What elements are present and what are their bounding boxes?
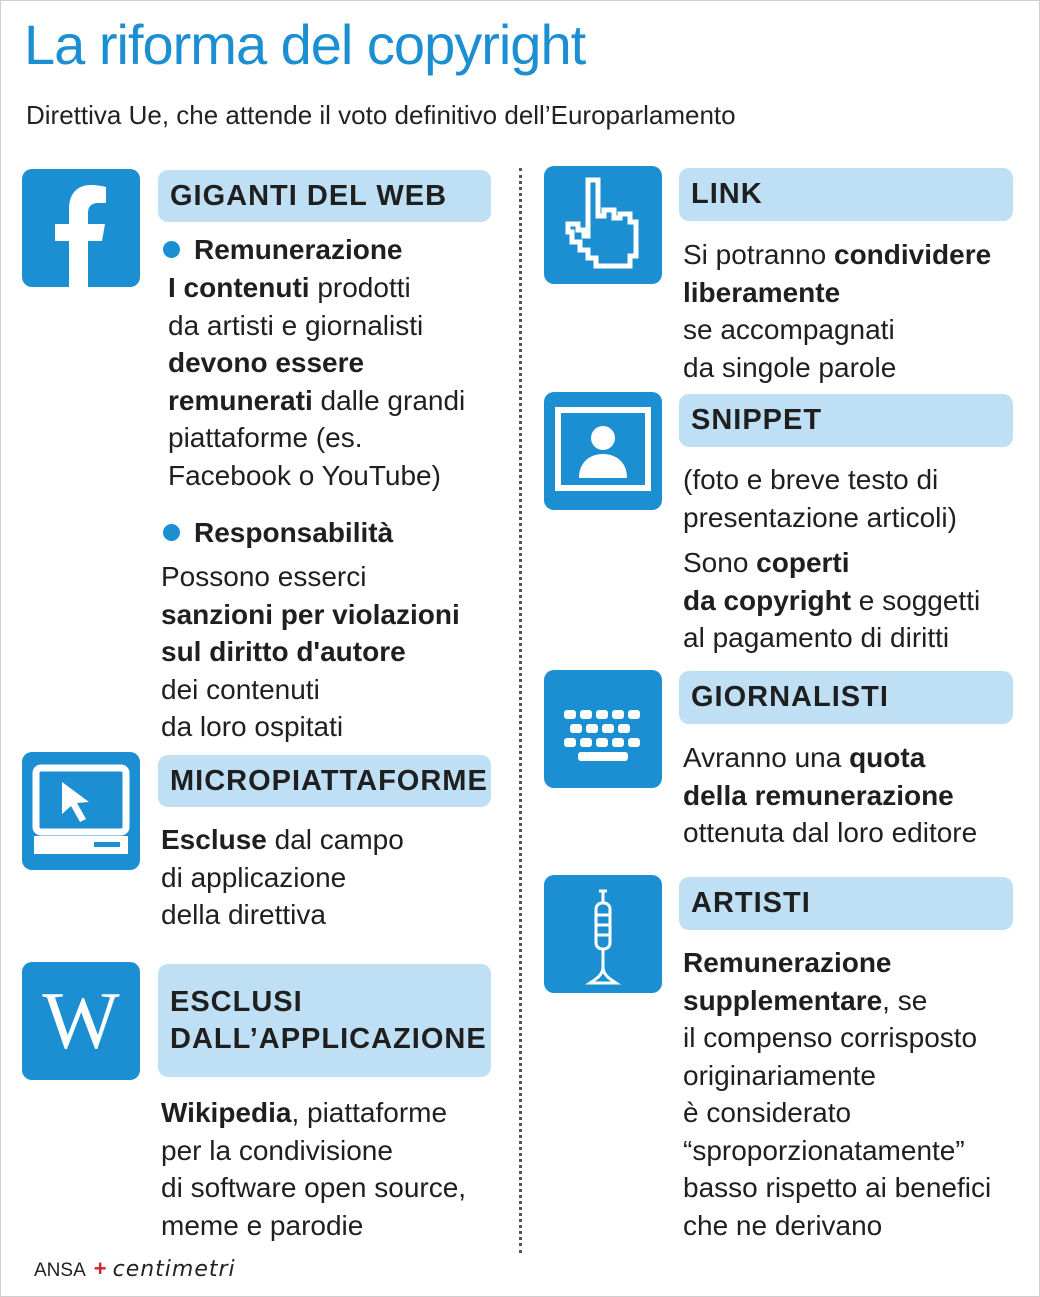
text: è considerato	[683, 1097, 852, 1128]
text-bold: remunerati	[168, 384, 313, 416]
section-heading-giornalisti: GIORNALISTI	[679, 671, 1013, 724]
text: Possono esserci	[161, 561, 367, 592]
brand-name: centimetri	[112, 1257, 236, 1282]
bullet-remunerazione	[163, 231, 403, 268]
text: da singole parole	[683, 351, 897, 383]
text: originariamente	[683, 1059, 876, 1091]
text: “sproporzionatamente”	[683, 1134, 965, 1166]
text: il compenso corrisposto	[683, 1022, 978, 1053]
text: ottenuta dal loro editore	[683, 817, 978, 848]
text-bold: Remunerazione	[683, 947, 892, 978]
esclusi-text	[161, 1094, 466, 1244]
text: , se	[882, 984, 928, 1016]
brand-star-icon: +	[93, 1256, 107, 1281]
text-bold: liberamente	[683, 276, 841, 308]
agency-name: ANSA	[34, 1260, 86, 1281]
pointing-hand-icon	[544, 166, 662, 284]
section-heading-artisti: ARTISTI	[679, 877, 1013, 930]
text: (foto e breve testo di	[683, 464, 939, 495]
bullet-dot	[163, 524, 180, 541]
keyboard-icon	[544, 670, 662, 788]
artisti-text	[683, 944, 991, 1244]
wikipedia-letter: W	[42, 975, 120, 1066]
giganti-responsabilita-text	[161, 558, 460, 746]
text: basso rispetto ai benefici	[683, 1172, 992, 1203]
bullet-responsabilita	[163, 514, 393, 551]
bullet-title: Remunerazione	[194, 234, 403, 265]
text: Sono	[683, 547, 757, 578]
text: della direttiva	[161, 899, 326, 930]
text: piattaforme (es.	[168, 422, 363, 453]
page-subtitle: Direttiva Ue, che attende il voto definitivo dell’Europarlamento	[26, 100, 736, 130]
giganti-remunerazione-text	[168, 269, 465, 494]
text: di applicazione	[161, 861, 347, 893]
text: e soggetti	[851, 584, 981, 616]
text: per la condivisione	[161, 1134, 393, 1166]
text-bold: della remunerazione	[683, 779, 954, 811]
text: prodotti	[309, 272, 411, 303]
text: dal campo	[266, 824, 404, 855]
heading-line: DALL’APPLICAZIONE	[170, 1022, 487, 1055]
text-bold: sanzioni per violazioni	[161, 598, 460, 630]
text-bold: da copyright	[683, 584, 852, 616]
text-bold: Escluse	[161, 824, 267, 855]
text-bold: quota	[849, 742, 926, 773]
section-heading-esclusi	[158, 964, 491, 1077]
text: se accompagnati	[683, 314, 895, 345]
text-bold: sul diritto d'autore	[161, 636, 406, 667]
text: da loro ospitati	[161, 711, 344, 742]
snippet-text	[683, 461, 980, 657]
page-title: La riforma del copyright	[24, 13, 586, 76]
text-bold: coperti	[756, 547, 850, 578]
text-bold: devono essere	[168, 347, 365, 378]
footer-credit	[34, 1256, 236, 1282]
text-bold: condividere	[834, 239, 992, 270]
section-heading-snippet: SNIPPET	[679, 394, 1013, 447]
heading-line: ESCLUSI	[170, 986, 303, 1019]
text-bold: supplementare	[683, 984, 883, 1016]
section-heading-giganti: GIGANTI DEL WEB	[158, 170, 491, 222]
text: dalle grandi	[312, 384, 466, 416]
link-text	[683, 236, 991, 386]
trumpet-icon	[544, 875, 662, 993]
picture-person-icon	[544, 392, 662, 510]
text-bold: Wikipedia	[161, 1097, 292, 1128]
section-heading-link: LINK	[679, 168, 1013, 221]
facebook-icon	[22, 169, 140, 287]
bullet-dot	[163, 241, 180, 258]
text: di software open source,	[161, 1172, 467, 1203]
text-bold: I contenuti	[168, 272, 310, 303]
text: Facebook o YouTube)	[168, 459, 441, 491]
text: meme e parodie	[161, 1209, 364, 1241]
text: al pagamento di diritti	[683, 622, 950, 653]
text: da artisti e giornalisti	[168, 309, 424, 341]
bullet-title: Responsabilità	[194, 517, 394, 548]
text: che ne derivano	[683, 1209, 883, 1241]
computer-icon	[22, 752, 140, 870]
wikipedia-icon	[22, 962, 140, 1080]
text: dei contenuti	[161, 673, 320, 705]
micropiattaforme-text	[161, 821, 404, 934]
text: presentazione articoli)	[683, 501, 957, 533]
text: , piattaforme	[291, 1097, 448, 1128]
column-divider	[519, 168, 522, 1253]
text: Avranno una	[683, 742, 850, 773]
text: Si potranno	[683, 239, 834, 270]
giornalisti-text	[683, 739, 977, 852]
section-heading-micropiattaforme: MICROPIATTAFORME	[158, 755, 491, 807]
